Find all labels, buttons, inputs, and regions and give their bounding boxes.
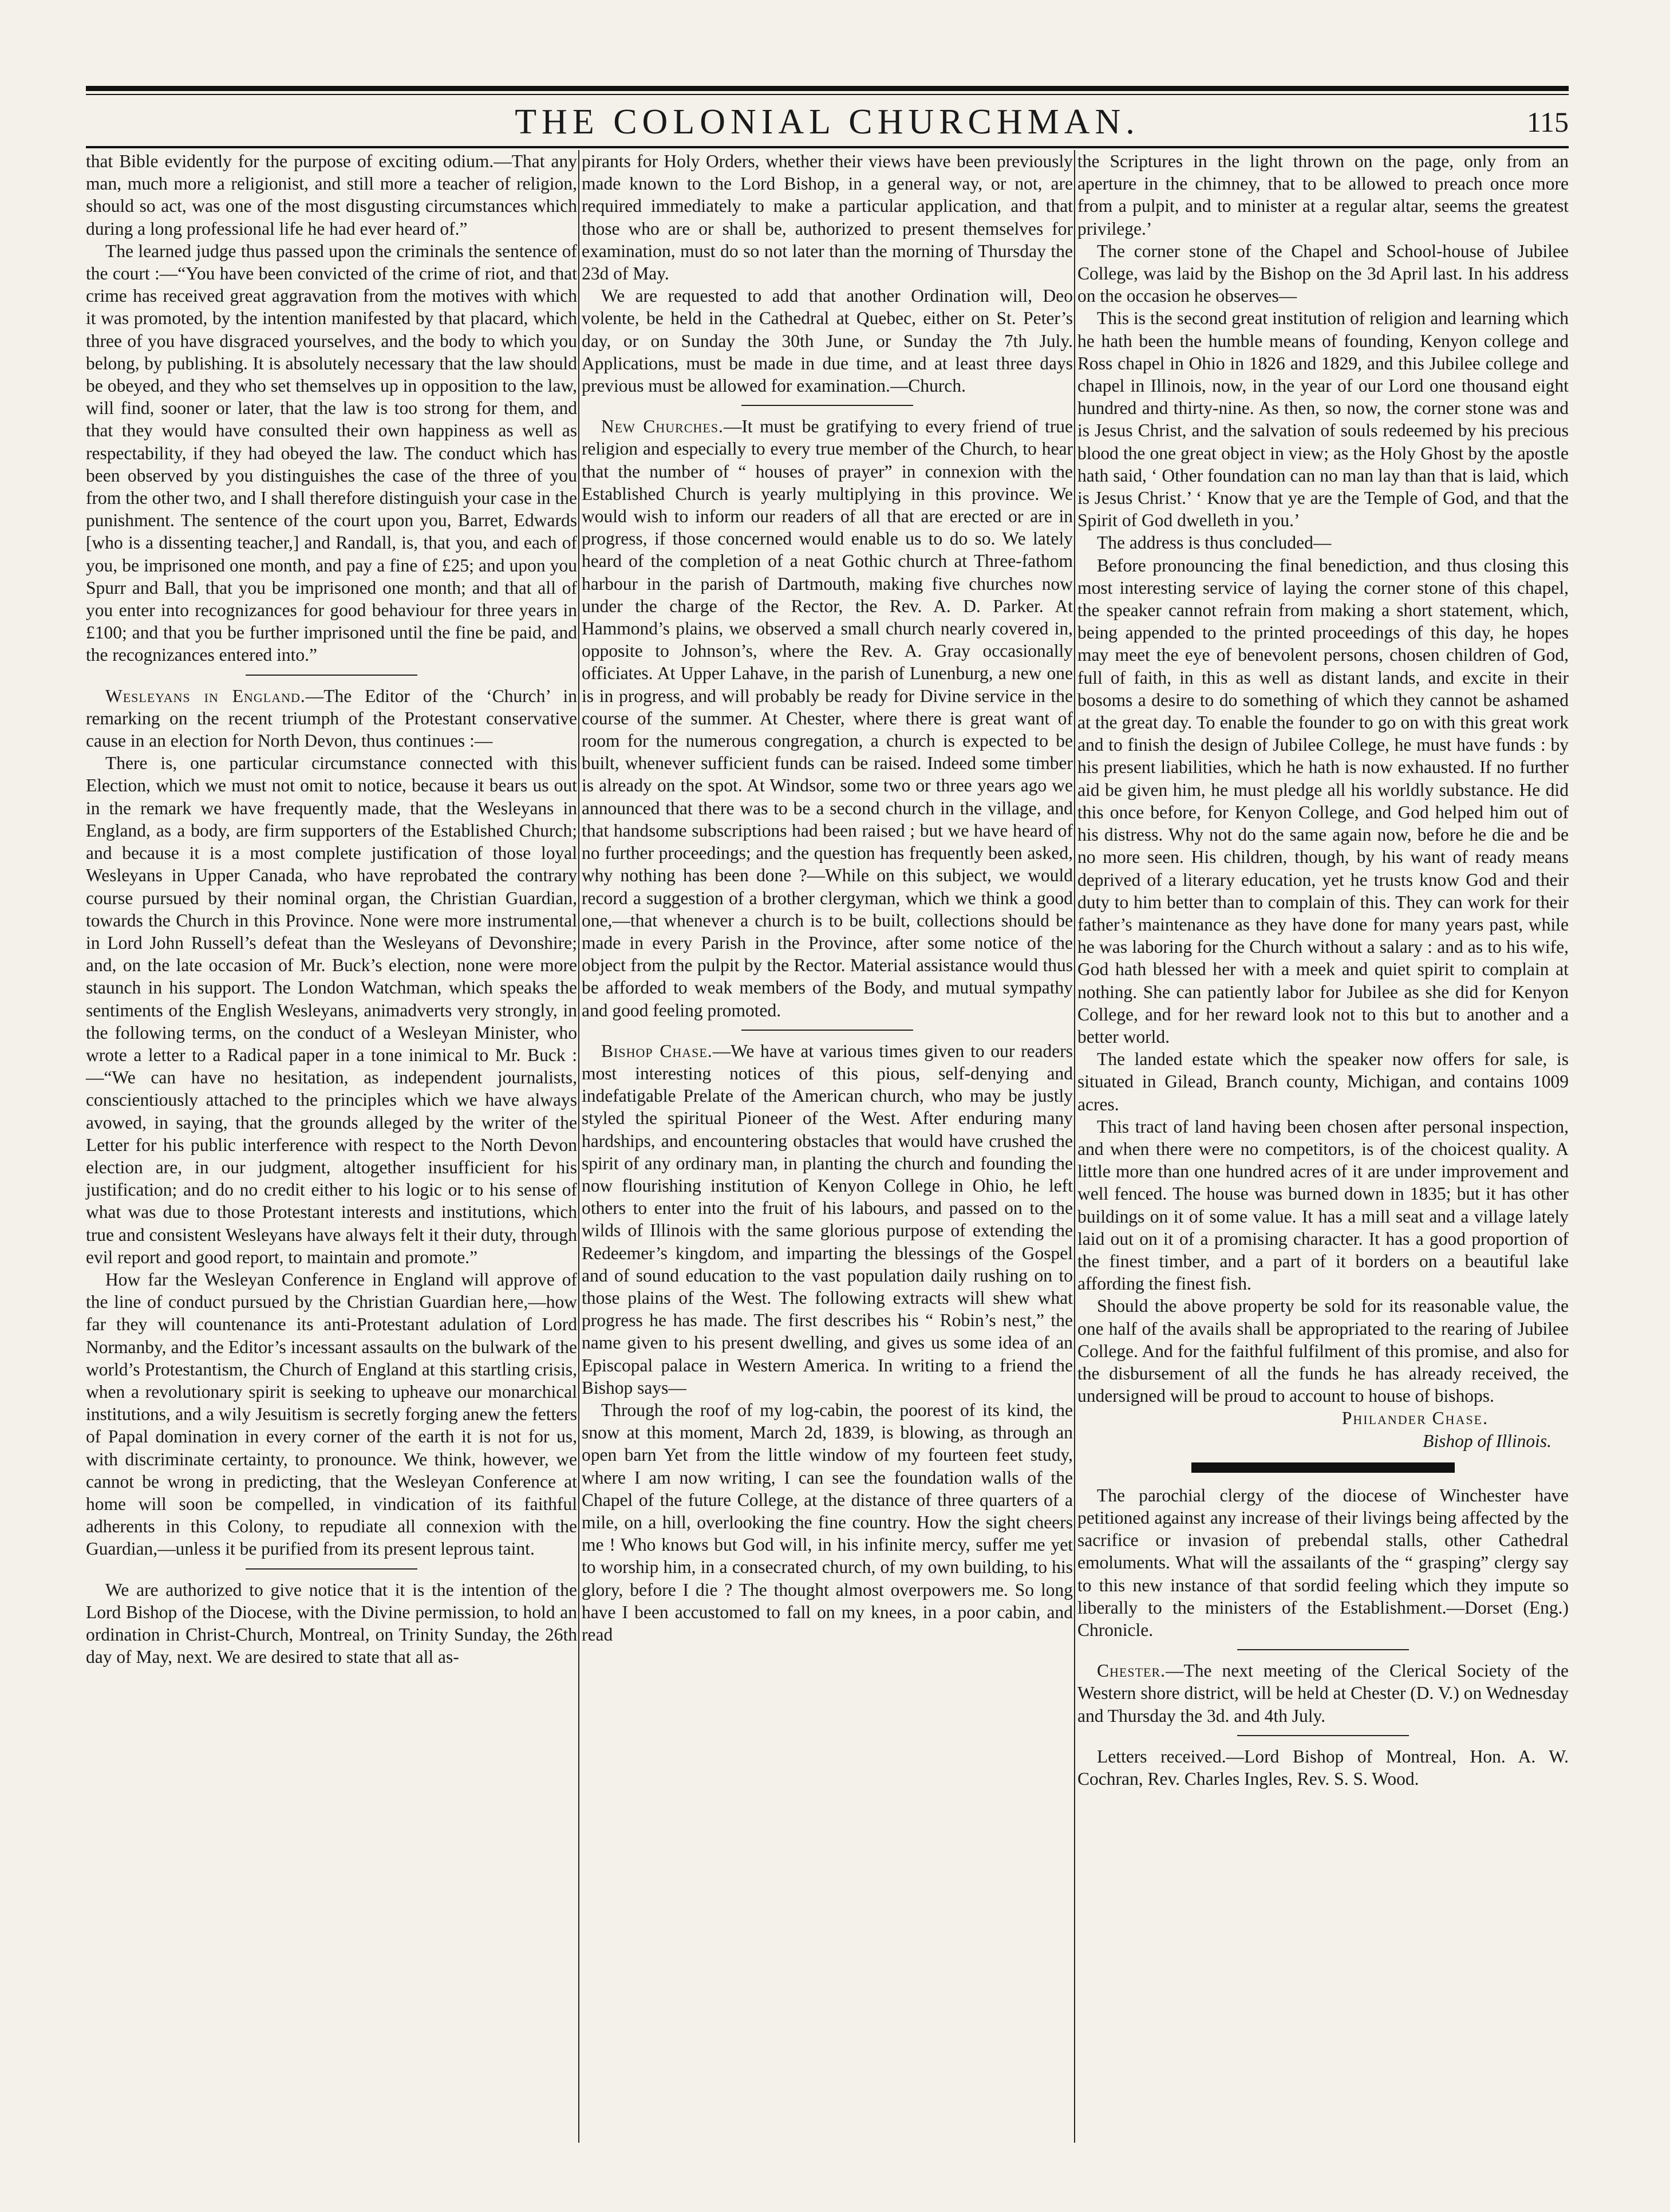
column-divider-1 bbox=[578, 150, 579, 2143]
article-lead: —The Editor of the ‘Church’ in remarking on the recent triumph of the Protestant conservative cause in an election for North Devon, thus continues :— bbox=[86, 685, 577, 751]
article-body: —The next meeting of the Clerical Society of the Western shore district, will be held at Chester (D. V.) on Wednesday and Thursday the 3d. and 4th July. bbox=[1077, 1661, 1569, 1726]
column-1 bbox=[86, 150, 577, 1668]
column-3 bbox=[1077, 150, 1569, 1790]
article-paragraph: Should the above property be sold for its reasonable value, the one half of the avails shall be appropriated to the rearing of Jubilee College. And for the faithful fulfilment of this promise, and also for the disbursement of all the funds he has already received, the undersigned will be proud to account to house of bishops. bbox=[1077, 1296, 1569, 1406]
article-paragraph bbox=[582, 1040, 1073, 1399]
article-paragraph: We are requested to add that another Ordination will, Deo volente, be held in the Cathedral at Quebec, either on St. Peter’s day, or on Sunday the 30th June, or Sunday the 7th July. Applications, must be made in due time, and at least three days previous must be allowed for examination.—Church. bbox=[582, 286, 1073, 396]
article-paragraph: Before pronouncing the final benediction, and thus closing this most interesting service of laying the corner stone of this chapel, the speaker cannot refrain from making a short statement, which, being appended to the printed proceedings of this day, he hopes may meet the eye of benevolent persons, chosen children of God, full of faith, in this as well as distant lands, and excite in their bosoms a desire to do something of which they cannot be ashamed at the great day. To enable the founder to go on with this great work and to finish the design of Jubilee College, he must have funds : by his present liabilities, which he hath is now exhausted. If no further aid be given him, he must pledge all his worldly substance. He did this once before, for Kenyon College, and God helped him out of his distress. Why not do the same again now, before he die and be no more seen. His children, though, by his want of ready means deprived of a literary education, yet he trusts know God and their duty to him better than to complain of this. They can work for their father’s maintenance as they have done for many years past, while he was laboring for the Church without a salary : and as to his wife, God hath blessed her with a meek and quiet spirit to complain at nothing. She can patiently labor for Jubilee as she did for Kenyon College, and for her reward look not to this but to another and a better world. bbox=[1077, 555, 1569, 1047]
signature-name: Philander Chase. bbox=[1341, 1408, 1489, 1429]
article-paragraph bbox=[582, 415, 1073, 1021]
top-heavy-rule bbox=[86, 86, 1569, 91]
header-rule bbox=[86, 146, 1569, 148]
article-heading: Bishop Chase. bbox=[601, 1040, 713, 1061]
article-paragraph bbox=[1077, 1659, 1569, 1727]
article-paragraph: This is the second great institution of religion and learning which he hath been the humble means of founding, Kenyon college and Ross chapel in Ohio in 1826 and 1829, and this Jubilee college and chapel in Illinois, now, in the year of our Lord one thousand eight hundred and thirty-nine. As then, so now, the corner stone was and is Jesus Christ, and the salvation of souls redeemed by his precious blood the one great object in view; as the Holy Ghost by the apostle hath said, ‘ Other foundation can no man lay than that is laid, which is Jesus Christ.’ ‘ Know that ye are the Temple of God, and that the Spirit of God dwelleth in you.’ bbox=[1077, 308, 1569, 531]
article-paragraph: This tract of land having been chosen after personal inspection, and when there were no competitors, is of the choicest quality. A little more than one hundred acres of it are under improvement and well fenced. The house was burned down in 1835; but it has other buildings on it of some value. It has a mill seat and a village lately laid out on it of a promising character. It has a good proportion of the finest timber, and a part of it borders on a beautiful lake affording the finest fish. bbox=[1077, 1116, 1569, 1294]
article-paragraph: The landed estate which the speaker now offers for sale, is situated in Gilead, Branch county, Michigan, and contains 1009 acres. bbox=[1077, 1049, 1569, 1114]
article-paragraph: The corner stone of the Chapel and School-house of Jubilee College, was laid by the Bishop on the 3d April last. In his address on the occasion he observes— bbox=[1077, 240, 1569, 306]
section-separator bbox=[1237, 1649, 1409, 1650]
column-divider-2 bbox=[1074, 150, 1075, 2143]
publication-title: THE COLONIAL CHURCHMAN. bbox=[515, 102, 1140, 141]
article-heading: Chester. bbox=[1097, 1661, 1166, 1681]
article-body: —It must be gratifying to every friend of true religion and especially to every true member of the Church, to hear that the number of “ houses of prayer” in connexion with the Established Church is yearly multiplying in this province. We would wish to inform our readers of all that are erected or are in progress, if those concerned would enable us to do so. We lately heard of the completion of a neat Gothic church at Three-fathom harbour in the parish of Dartmouth, making five churches now under the charge of the Rector, the Rev. A. D. Parker. At Hammond’s plains, we observed a small church nearly covered in, opposite to Johnson’s, where the Rev. A. Gray occasionally officiates. At Upper Lahave, in the parish of Lunenburg, a new one is in progress, and will probably be ready for Divine service in the course of the summer. At Chester, where there is great want of room for the numerous congregation, a church is expected to be built, whenever sufficient funds can be raised. Indeed some timber is already on the spot. At Windsor, some two or three years ago we announced that there was to be a second church in the village, and that handsome subscriptions had been raised ; but we have heard of no further proceedings; and the question has frequently been asked, why nothing has been done ?—While on this subject, we would record a suggestion of a brother clergyman, which we think a good one,—that whenever a church is to be built, collections should be made in every Parish in the Province, after some notice of the object from the pulpit by the Rector. Material assistance would thus be afforded to weak members of the Body, and mutual sympathy and good feeling promoted. bbox=[582, 416, 1073, 1020]
article-paragraph bbox=[86, 685, 577, 752]
article-heading: Wesleyans in England. bbox=[105, 685, 306, 706]
article-paragraph: We are authorized to give notice that it is the intention of the Lord Bishop of the Diocese, with the Divine permission, to hold an ordination in Christ-Church, Montreal, on Trinity Sunday, the 26th day of May, next. We are desired to state that all as- bbox=[86, 1579, 577, 1667]
section-separator bbox=[246, 1568, 417, 1570]
section-separator bbox=[1237, 1735, 1409, 1736]
article-paragraph: The parochial clergy of the diocese of Winchester have petitioned against any increase of their livings being affected by the sacrifice or invasion of prebendal stalls, other Cathedral emoluments. What will the assailants of the “ grasping” clergy say to this new instance of that sordid feeling which they impute so liberally to the ministers of the Establishment.—Dorset (Eng.) Chronicle. bbox=[1077, 1485, 1569, 1640]
page-number: 115 bbox=[1526, 106, 1569, 138]
article-paragraph: The learned judge thus passed upon the criminals the sentence of the court :—“You have been convicted of the crime of riot, and that crime has received great aggravation from the motives with which it was promoted, by the intention manifested by that placard, which three of you have disgraced yourselves, and the body to which you belong, by publishing. It is absolutely necessary that the law should be obeyed, and they who set themselves up in opposition to the law, will find, sooner or later, that the law is too strong for them, and that they would have consulted their own happiness as well as respectability, if they had obeyed the law. The conduct which has been observed by you distinguishes the case of the three of you from the other two, and I shall therefore distinguish your case in the punishment. The sentence of the court upon you, Barret, Edwards [who is a dissenting teacher,] and Randall, is, that you, and each of you, be imprisoned one month, and pay a fine of £25; and upon you Spurr and Ball, that you be imprisoned one month; and that all of you enter into recognizances for good behaviour for three years in £100; and that you be further imprisoned until the fine be paid, and the recognizances entered into.” bbox=[86, 240, 577, 665]
section-separator bbox=[741, 1030, 913, 1031]
article-paragraph: that Bible evidently for the purpose of exciting odium.—That any man, much more a religionist, and still more a teacher of religion, should so act, was one of the most disgusting circumstances which during a long professional life he had ever heard of.” bbox=[86, 151, 577, 239]
article-paragraph: The address is thus concluded— bbox=[1097, 533, 1332, 553]
article-paragraph: Letters received.—Lord Bishop of Montreal, Hon. A. W. Cochran, Rev. Charles Ingles, Rev. S. S. Wood. bbox=[1077, 1746, 1569, 1789]
article-paragraph: the Scriptures in the light thrown on the page, only from an aperture in the chimney, that to be allowed to preach once more from a pulpit, and to minister at a regular altar, seems the greatest privilege.’ bbox=[1077, 151, 1569, 239]
column-2 bbox=[582, 150, 1073, 1646]
section-separator bbox=[741, 405, 913, 406]
article-paragraph: pirants for Holy Orders, whether their views have been previously made known to the Lord Bishop, in a general way, or not, are required immediately to make a particular application, and that those who are or shall be, authorized to present themselves for examination, must do so not later than the morning of Thursday the 23d of May. bbox=[582, 151, 1073, 284]
article-heading: New Churches. bbox=[601, 416, 724, 437]
heavy-separator bbox=[1191, 1462, 1455, 1473]
running-head bbox=[86, 100, 1569, 145]
article-paragraph: How far the Wesleyan Conference in England will approve of the line of conduct pursued by the Christian Guardian here,—how far they will countenance its anti-Protestant adulation of Lord Normanby, and the Editor’s incessant assaults on the bulwark of the world’s Protestantism, the Church of England at this startling crisis, when a revolutionary spirit is seeking to upheave our monarchical institutions, and a wily Jesuitism is secretly forging anew the fetters of Papal domination in every corner of the earth it is not for us, with discriminate certainty, to pronounce. We think, however, we cannot be wrong in predicting, that the Wesleyan Conference at home will soon be compelled, in vindication of its faithful adherents in this Colony, to repudiate all connexion with the Guardian,—unless it be purified from its present leprous taint. bbox=[86, 1269, 577, 1559]
top-thin-rule bbox=[86, 94, 1569, 95]
signature-title: Bishop of Illinois. bbox=[1423, 1430, 1551, 1451]
section-separator bbox=[246, 675, 417, 676]
article-paragraph: Through the roof of my log-cabin, the poorest of its kind, the snow at this moment, March 2d, 1839, is blowing, as through an open barn Yet from the little window of my fourteen feet study, where I am now writing, I can see the foundation walls of the Chapel of the future College, at the distance of three quarters of a mile, on a hill, overlooking the fine country. How the sight cheers me ! Who knows but God will, in his infinite mercy, suffer me yet to worship him, in a consecrated church, of my own building, to his glory, before I die ? The thought almost overpowers me. So long have I been accustomed to fall on my knees, in a poor cabin, and read bbox=[582, 1399, 1073, 1645]
article-paragraph: There is, one particular circumstance connected with this Election, which we must not omit to notice, because it bears us out in the remark we have frequently made, that the Wesleyans in England, as a body, are firm supporters of the Established Church; and because it is a most complete justification of those loyal Wesleyans in Upper Canada, who have reprobated the contrary course pursued by their nominal organ, the Christian Guardian, towards the Church in this Province. None were more instrumental in Lord John Russell’s defeat than the Wesleyans of Devonshire; and, on the late occasion of Mr. Buck’s election, none were more staunch in his support. The London Watchman, which speaks the sentiments of the English Wesleyans, animadverts very strongly, in the following terms, on the conduct of a Wesleyan Minister, who wrote a letter to a Radical paper in a tone inimical to Mr. Buck :—“We can have no hesitation, as independent journalists, conscientiously attached to the principles which we have always avowed, in saying, that the grounds alleged by the writer of the Letter for his public interference with respect to the North Devon election are, in our judgment, altogether insufficient for his justification; and do no credit either to his logic or to his sense of what was due to those Protestant interests and institutions, which true and consistent Wesleyans have always felt it their duty, through evil report and good report, to maintain and promote.” bbox=[86, 753, 577, 1267]
article-body: —We have at various times given to our readers most interesting notices of this pious, self-denying and indefatigable Prelate of the American church, who may be justly styled the spiritual Pioneer of the West. After enduring many hardships, and encountering obstacles that would have crushed the spirit of any ordinary man, in planting the church and founding the now flourishing institution of Kenyon College in Ohio, he left others to enter into the fruit of his labours, and passed on to the wilds of Illinois with the same glorious purpose of extending the Redeemer’s kingdom, and imparting the blessings of the Gospel and of sound education to the vast population daily rushing on to those plains of the West. The following extracts will shew what progress he has made. The first describes his “ Robin’s nest,” the name given to his present dwelling, and gives us some idea of an Episcopal palace in Western America. In writing to a friend the Bishop says— bbox=[582, 1040, 1073, 1398]
